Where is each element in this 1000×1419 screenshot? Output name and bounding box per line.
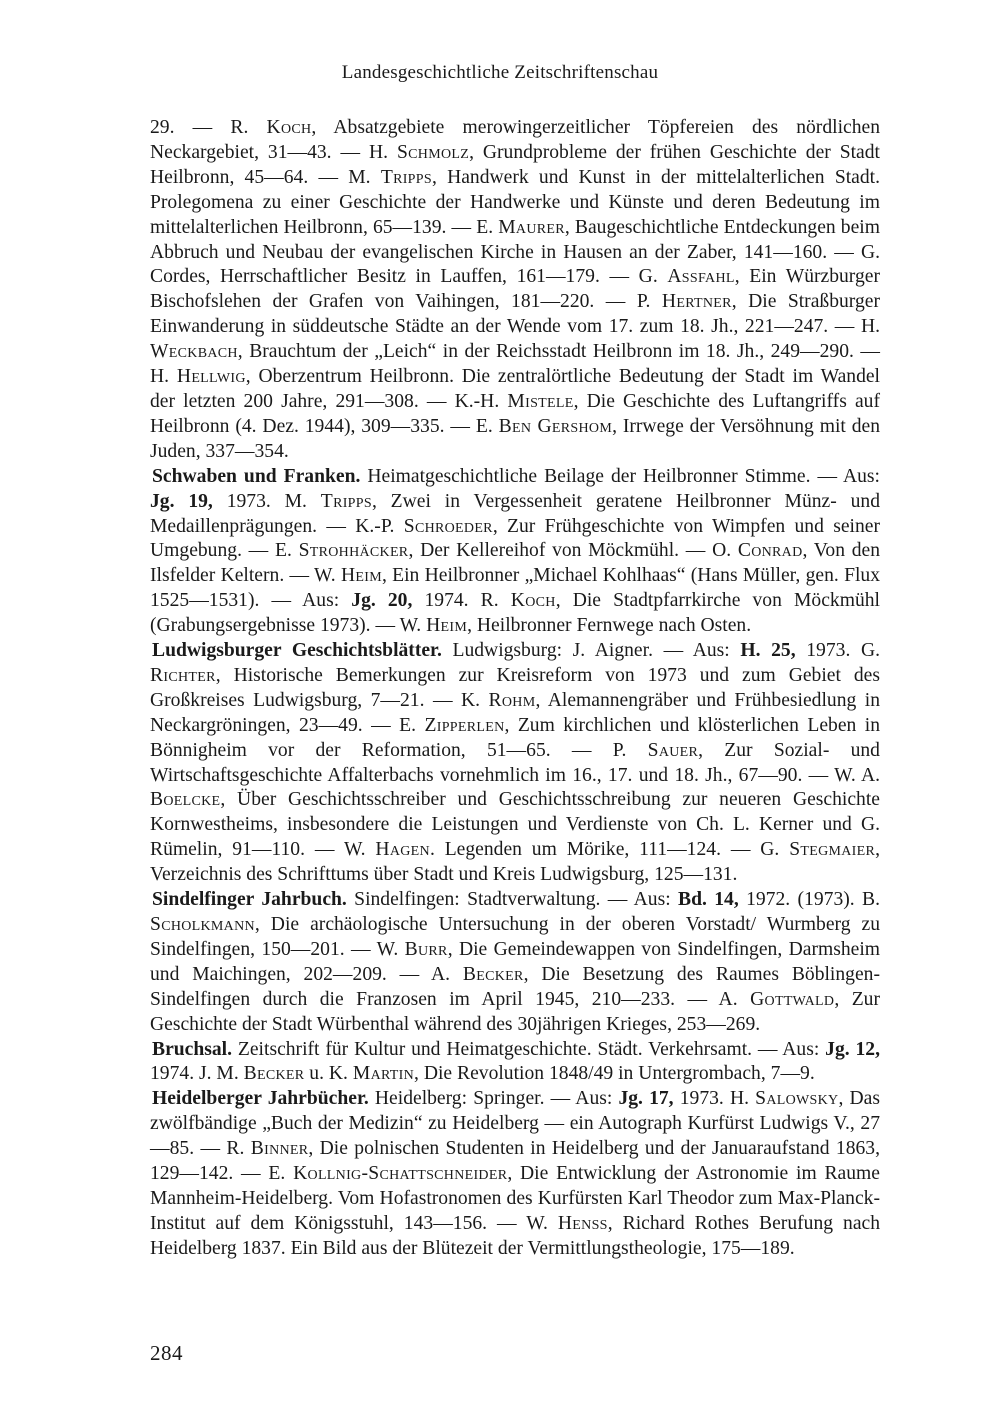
text-run: Ludwigsburg: J. Aigner. — Aus: — [441, 640, 741, 662]
author-name: Mistele — [507, 390, 574, 412]
text-run: , Die Revolution 1848/49 in Untergrombach, 7—9. — [414, 1063, 815, 1085]
text-run: 1972. (1973). B. — [738, 889, 880, 911]
author-name: Weckbach — [150, 341, 238, 363]
text-run: , Zum kirchlichen und klösterlichen Leben in Bönnigheim vor der Reformation, 51—65. — P. — [150, 714, 880, 761]
author-name: Ben Gershom — [498, 415, 613, 437]
text-run: , Ein Heilbronner „Michael Kohlhaas“ (Hans Müller, gen. Flux 1525—1531). — Aus: — [150, 565, 881, 612]
author-name: Schroeder — [403, 515, 493, 537]
author-name: Gottwald — [750, 988, 835, 1010]
page-number: 284 — [150, 1341, 183, 1365]
author-name: Zipperlen — [424, 714, 505, 736]
bold-reference: Jg. 19, — [150, 490, 213, 512]
text-run: , Von den Ilsfelder Keltern. — W. — [150, 540, 880, 587]
author-name: Salowsky — [755, 1088, 839, 1110]
author-name: Heim — [426, 615, 468, 637]
bold-reference: Heidelberger Jahrbücher. — [152, 1088, 369, 1110]
text-run: , Irrwege der Versöhnung mit den Juden, 337—354. — [150, 415, 880, 462]
text-run: , Oberzentrum Heilbronn. Die zentralörtliche Bedeutung der Stadt im Wandel der letzten 200 Jahre, 291—308. — K.-H. — [150, 366, 881, 412]
author-name: Hellwig — [176, 366, 246, 388]
author-name: Becker — [243, 1063, 305, 1085]
bold-reference: Jg. 12, — [825, 1038, 880, 1060]
entry-sindelfinger-jahrbuch — [150, 888, 880, 1037]
text-run: , Die Stadtpfarrkirche von Möckmühl (Grabungsergebnisse 1973). — W. — [150, 590, 881, 637]
bold-reference: Bruchsal. — [152, 1038, 233, 1060]
bold-reference: Bd. 14, — [678, 889, 739, 911]
author-name: Rohm — [488, 689, 536, 711]
text-run: , Alemannengräber und Frühbesiedlung in Neckargröningen, 23—49. — E. — [150, 689, 880, 736]
text-run: u. K. — [304, 1063, 353, 1085]
text-run: , Die Besetzung des Raumes Böblingen-Sindelfingen durch die Franzosen im April 1945, 210—233. — A. — [150, 963, 880, 1010]
author-name: Schmolz — [396, 141, 470, 163]
text-run: , Grundprobleme der frühen Geschichte der Stadt Heilbronn, 45—64. — M. — [150, 141, 880, 188]
text-run: , Zur Frühgeschichte von Wimpfen und seiner Umgebung. — E. — [150, 515, 880, 562]
author-name: Martin — [352, 1063, 415, 1085]
author-name: Scholkmann — [150, 914, 255, 935]
author-name: Koch — [266, 117, 312, 138]
author-name: Becker — [462, 963, 524, 985]
bold-reference: Ludwigsburger Geschichtsblätter. — [152, 640, 442, 662]
entry-schwaben-und-franken — [150, 465, 880, 639]
text-run: , Über Geschichtsschreiber und Geschichtsschreibung zur neueren Geschichte Kornwestheims, insbesondere die Leistungen und Verdienste von Ch. L. Kerner und G. Rümelin, 91—110. — W. — [150, 789, 880, 861]
author-name: Tripps — [380, 166, 432, 188]
text-run: , Historische Bemerkungen zur Kreisreform von 1973 und zum Gebiet des Großkreises Ludwigsburg, 7—21. — K. — [150, 664, 880, 711]
text-run: Heimatgeschichtliche Beilage der Heilbronner Stimme. — Aus: — [360, 465, 881, 487]
text-run: Sindelfingen: Stadtverwaltung. — Aus: — [346, 889, 679, 911]
text-run: , Handwerk und Kunst in der mittelalterlichen Stadt. Prolegomena zu einer Geschichte der Handwerke und Künste und deren Bedeutung im mittelalterlichen Heilbronn, 65—139. — E. — [150, 166, 880, 238]
text-run: , Der Kellereihof von Möckmühl. — O. — [408, 540, 738, 562]
text-run: , Die polnischen Studenten in Heidelberg und der Januaraufstand 1863, 129—142. — E. — [150, 1138, 880, 1185]
text-run: Zeitschrift für Kultur und Heimatgeschichte. Städt. Verkehrsamt. — Aus: — [232, 1038, 826, 1060]
text-run: , Zur Geschichte der Stadt Würbenthal während des 30jährigen Krieges, 253—269. — [150, 988, 881, 1035]
author-name: Tripps — [320, 490, 372, 512]
author-name: Koch — [510, 590, 556, 612]
author-name: Kollnig-Schattschneider — [293, 1163, 508, 1185]
text-run: . Legenden um Mörike, 111—124. — G. — [429, 839, 790, 861]
entry-heilbronn-proceedings — [150, 116, 880, 465]
bold-reference: Jg. 17, — [618, 1088, 674, 1110]
author-name: Stegmaier — [789, 839, 876, 861]
bold-reference: Schwaben und Franken. — [152, 465, 361, 487]
bold-reference: Jg. 20, — [351, 590, 413, 612]
text-run: , Zwei in Vergessenheit geratene Heilbronner Münz- und Medaillenprägungen. — K.-P. — [150, 490, 881, 537]
author-name: Maurer — [498, 216, 565, 238]
text-run: Heidelberg: Springer. — Aus: — [368, 1088, 619, 1110]
text-run: , Verzeichnis des Schrifttums über Stadt und Kreis Ludwigsburg, 125—131. — [150, 839, 881, 886]
text-run: , Absatzgebiete merowingerzeitlicher Töpfereien des nördlichen Neckargebiet, 31—43. — H. — [150, 117, 881, 163]
text-run: 1974. R. — [412, 590, 511, 612]
text-run: , Zur Sozial- und Wirtschaftsgeschichte Affalterbachs vornehmlich im 16., 17. und 18. Jh., 67—90. — W. A. — [150, 739, 880, 786]
text-run: 1973. H. — [673, 1088, 756, 1110]
entry-ludwigsburger-geschichtsblaetter — [150, 639, 880, 888]
author-name: Heim — [340, 565, 382, 587]
text-run: , Die Gemeindewappen von Sindelfingen, Darmsheim und Maichingen, 202—209. — A. — [150, 938, 881, 985]
author-name: Sauer — [647, 739, 699, 761]
text-run: , Ein Würzburger Bischofslehen der Grafen von Vaihingen, 181—220. — P. — [150, 266, 880, 313]
text-run: , Heilbronner Fernwege nach Osten. — [467, 615, 752, 637]
author-name: Burr — [404, 938, 448, 960]
author-name: Boelcke — [150, 789, 221, 811]
author-name: Binner — [250, 1138, 309, 1160]
text-run: , Brauchtum der „Leich“ in der Reichsstadt Heilbronn im 18. Jh., 249—290. — H. — [150, 341, 880, 388]
text-run: , Die Entwicklung der Astronomie im Raume Mannheim-Heidelberg. Vom Hofastronomen des Kurfürsten Karl Theodor zum Max-Planck-Institut auf dem Königsstuhl, 143—156. — W. — [150, 1163, 880, 1234]
author-name: Strohhäcker — [298, 540, 409, 562]
text-run: 1973. G. — [795, 640, 881, 662]
text-run: , Baugeschichtliche Entdeckungen beim Abbruch und Neubau der evangelischen Kirche in Hausen an der Zaber, 141—160. — G. Cordes, Herrschaftlicher Besitz in Lauffen, 161—179. — G. — [150, 216, 880, 288]
running-title: Landesgeschichtliche Zeitschriftenschau — [341, 62, 659, 83]
bold-reference: H. 25, — [740, 640, 796, 662]
text-run: 1974. J. M. — [150, 1063, 244, 1085]
text-run: 29. — R. — [150, 117, 267, 138]
author-name: Hagen — [375, 839, 430, 861]
entry-bruchsal — [150, 1038, 880, 1088]
bibliography-text — [150, 116, 880, 1262]
text-run: , Richard Rothes Berufung nach Heidelberg 1837. Ein Bild aus der Blütezeit der Vermittlungstheologie, 175—189. — [150, 1212, 881, 1259]
author-name: Henss — [557, 1212, 608, 1234]
text-run: , Die archäologische Untersuchung in der oberen Vorstadt/ Wurmberg zu Sindelfingen, 150—201. — W. — [150, 914, 880, 960]
text-run: , Das zwölfbändige „Buch der Medizin“ zu Heidelberg — ein Autograph Kurfürst Ludwigs V., 27—85. — R. — [150, 1088, 880, 1160]
author-name: Hertner — [661, 291, 732, 313]
bold-reference: Sindelfinger Jahrbuch. — [152, 889, 347, 911]
entry-heidelberger-jahrbuecher — [150, 1087, 880, 1261]
text-run: , Die Straßburger Einwanderung in süddeutsche Städte an der Wende vom 17. zum 18. Jh., 221—247. — H. — [150, 291, 880, 338]
author-name: Richter — [150, 664, 216, 686]
author-name: Conrad — [737, 540, 803, 562]
text-run: , Die Geschichte des Luftangriffs auf Heilbronn (4. Dez. 1944), 309—335. — E. — [150, 390, 880, 437]
author-name: Assfahl — [667, 266, 735, 288]
text-run: 1973. M. — [212, 490, 321, 512]
